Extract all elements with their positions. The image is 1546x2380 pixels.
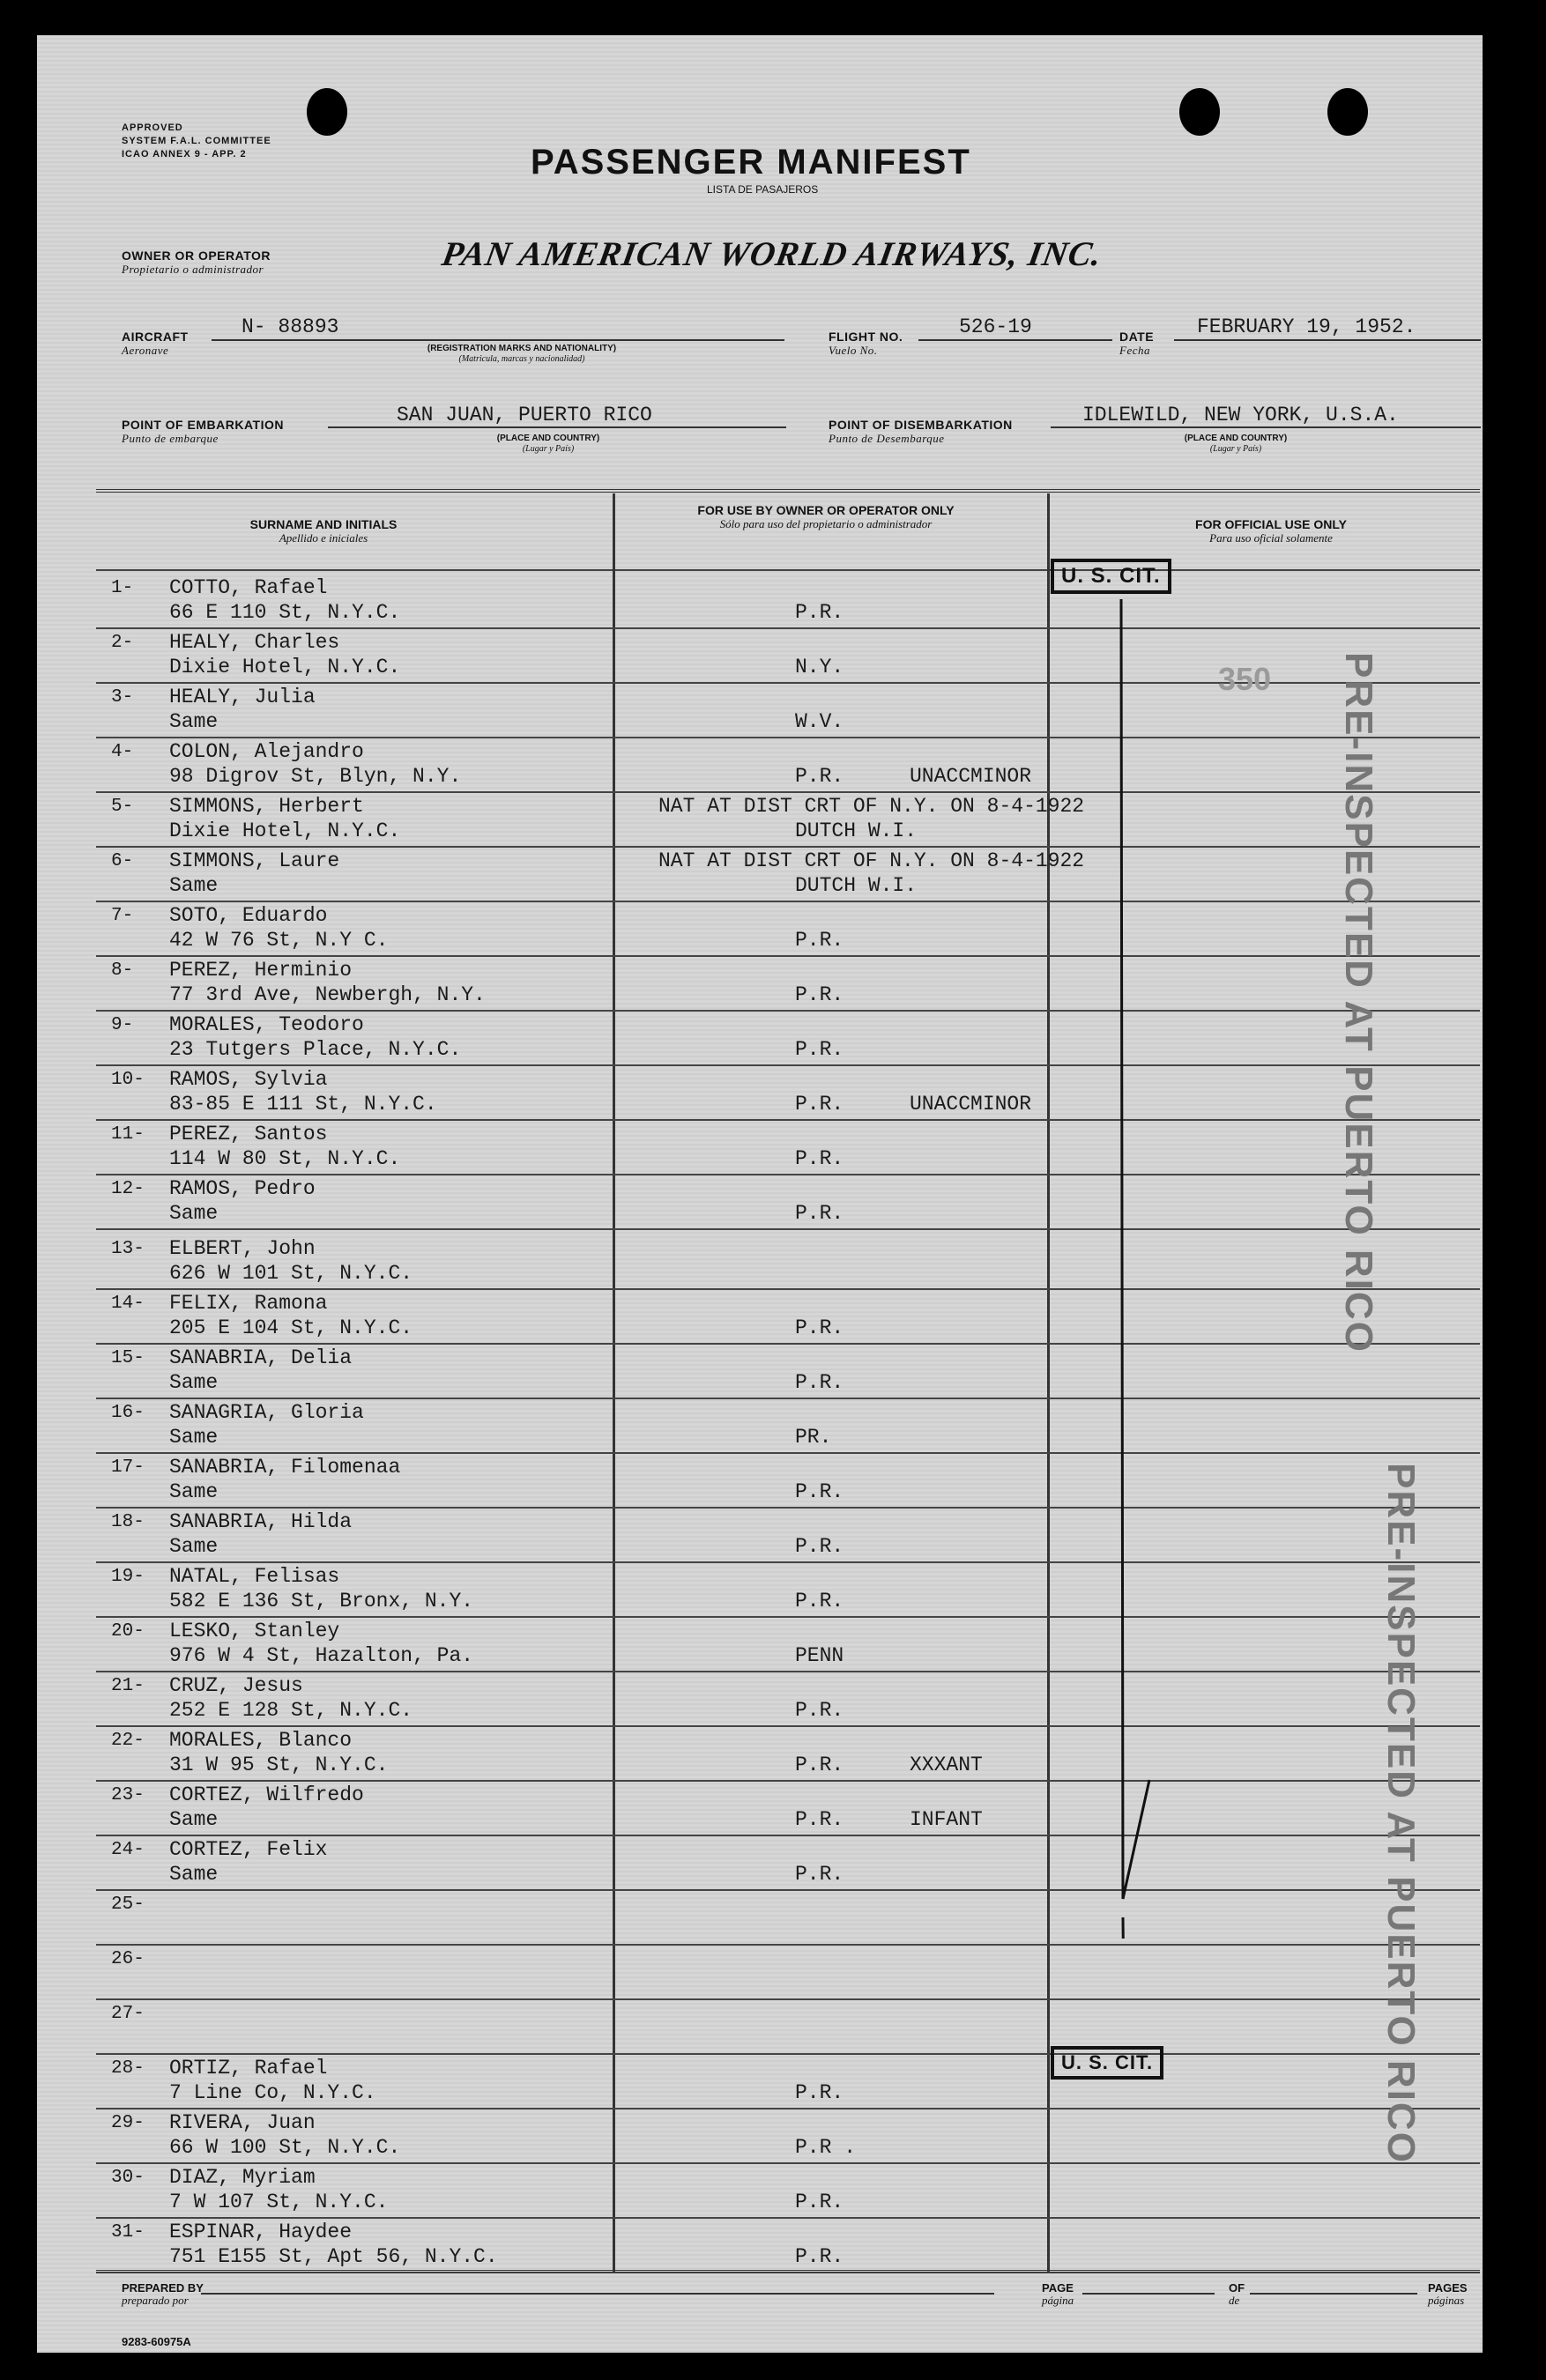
row-divider	[96, 1343, 1480, 1345]
disembark-underline	[1051, 426, 1481, 428]
row-divider	[96, 791, 1480, 793]
check-marks	[1086, 599, 1192, 1939]
owner-state: P.R.	[795, 1863, 844, 1886]
pages-label-es: páginas	[1428, 2294, 1465, 2307]
row-number: 4-	[111, 742, 134, 762]
row-divider	[96, 955, 1480, 957]
embark-underline	[328, 426, 786, 428]
disembark-value: IDLEWILD, NEW YORK, U.S.A.	[1082, 404, 1399, 426]
passenger-name: SIMMONS, Herbert	[169, 795, 364, 818]
passenger-name: ESPINAR, Haydee	[169, 2221, 353, 2243]
punch-hole	[1327, 88, 1368, 136]
row-number: 17-	[111, 1457, 145, 1478]
us-citizen-stamp: U. S. CIT.	[1051, 2046, 1163, 2080]
us-citizen-stamp: U. S. CIT.	[1051, 559, 1171, 594]
column-header-name-en: SURNAME AND INITIALS	[249, 517, 398, 531]
row-number: 31-	[111, 2222, 145, 2243]
of-label-es: de	[1229, 2294, 1240, 2307]
column-header-official	[1130, 518, 1412, 545]
owner-state: P.R.	[795, 601, 844, 624]
row-number: 13-	[111, 1239, 145, 1259]
of-label-en: OF	[1229, 2281, 1245, 2295]
row-number: 6-	[111, 851, 134, 871]
flight-label-en: FLIGHT NO.	[829, 330, 903, 344]
passenger-address: 77 3rd Ave, Newbergh, N.Y.	[169, 983, 486, 1006]
passenger-name: SIMMONS, Laure	[169, 849, 340, 872]
row-number: 19-	[111, 1567, 145, 1587]
row-number: 1-	[111, 578, 134, 598]
row-divider	[96, 2108, 1480, 2109]
row-number: 16-	[111, 1403, 145, 1423]
aircraft-underline	[212, 339, 784, 341]
aircraft-label-es: Aeronave	[122, 344, 169, 357]
place-note-en: (PLACE AND COUNTRY)	[496, 434, 600, 443]
passenger-address: Same	[169, 1808, 219, 1831]
aircraft-label-en: AIRCRAFT	[122, 330, 189, 344]
preinspected-stamp: PRE-INSPECTED AT PUERTO RICO	[1379, 1463, 1423, 2164]
pages-label-en: PAGES	[1428, 2281, 1468, 2295]
row-number: 12-	[111, 1179, 145, 1199]
owner-state: P.R.	[795, 765, 844, 788]
row-divider	[96, 1671, 1480, 1672]
page-title: PASSENGER MANIFEST	[531, 143, 971, 182]
flight-label-es: Vuelo No.	[829, 344, 878, 357]
place-note-en: (PLACE AND COUNTRY)	[1184, 434, 1288, 443]
passenger-address: 114 W 80 St, N.Y.C.	[169, 1147, 401, 1170]
passenger-address: Dixie Hotel, N.Y.C.	[169, 819, 401, 842]
passenger-address: Same	[169, 1863, 219, 1886]
owner-state: PR.	[795, 1426, 832, 1449]
passenger-address: Same	[169, 1202, 219, 1225]
row-divider	[96, 1010, 1480, 1012]
aircraft-note-es: (Matricula, marcas y nacionalidad)	[458, 354, 585, 364]
passenger-address: 205 E 104 St, N.Y.C.	[169, 1316, 413, 1339]
owner-state: P.R .	[795, 2136, 857, 2159]
passenger-name: CORTEZ, Wilfredo	[169, 1783, 364, 1806]
passenger-name: COTTO, Rafael	[169, 576, 328, 599]
owner-note: NAT AT DIST CRT OF N.Y. ON 8-4-1922	[658, 795, 1085, 818]
column-header-official-es: Para uso oficial solamente	[1209, 531, 1333, 545]
column-divider	[613, 493, 615, 2272]
owner-state: P.R.	[795, 2191, 844, 2213]
passenger-name: RAMOS, Sylvia	[169, 1068, 328, 1091]
passenger-name: SANABRIA, Delia	[169, 1346, 353, 1369]
page-label-es: página	[1042, 2294, 1074, 2307]
owner-state: P.R.	[795, 1316, 844, 1339]
owner-remark: XXXANT	[910, 1753, 983, 1776]
embark-label-es: Punto de embarque	[122, 432, 219, 445]
prepared-label-es: preparado por	[122, 2294, 189, 2307]
owner-remark: INFANT	[910, 1808, 983, 1831]
passenger-address: Dixie Hotel, N.Y.C.	[169, 656, 401, 678]
date-underline	[1174, 339, 1481, 341]
owner-note: NAT AT DIST CRT OF N.Y. ON 8-4-1922	[658, 849, 1085, 872]
passenger-name: HEALY, Charles	[169, 631, 340, 654]
disembark-label-en: POINT OF DISEMBARKATION	[829, 418, 1013, 432]
row-number: 21-	[111, 1676, 145, 1696]
owner-remark: UNACCMINOR	[910, 765, 1032, 788]
owner-state: P.R.	[795, 1535, 844, 1558]
date-label-es: Fecha	[1119, 344, 1150, 357]
pages-label	[1428, 2282, 1468, 2307]
row-number: 29-	[111, 2113, 145, 2133]
row-number: 5-	[111, 797, 134, 817]
disembark-label	[829, 419, 1013, 445]
row-number: 2-	[111, 633, 134, 653]
row-number: 28-	[111, 2058, 145, 2079]
aircraft-note	[346, 344, 698, 365]
embark-label	[122, 419, 284, 445]
owner-state: P.R.	[795, 2081, 844, 2104]
form-number: 9283-60975A	[122, 2335, 191, 2348]
passenger-name: SOTO, Eduardo	[169, 904, 328, 927]
place-note-es: (Lugar y País)	[522, 444, 575, 454]
column-header-owner-es: Sólo para uso del propietario o administrador	[719, 517, 933, 530]
owner-label-es: Propietario o administrador	[122, 263, 264, 276]
row-divider	[96, 1561, 1480, 1563]
passenger-address: 626 W 101 St, N.Y.C.	[169, 1262, 413, 1285]
place-note-es: (Lugar y País)	[1209, 444, 1262, 454]
embark-place-note	[460, 434, 636, 455]
row-number: 10-	[111, 1070, 145, 1090]
row-number: 24-	[111, 1840, 145, 1860]
manifest-page	[37, 35, 1483, 2353]
passenger-name: MORALES, Blanco	[169, 1729, 353, 1752]
row-number: 26-	[111, 1949, 145, 1969]
row-divider	[96, 1616, 1480, 1618]
passenger-name: ORTIZ, Rafael	[169, 2057, 328, 2080]
check-mark	[1123, 1917, 1169, 1939]
owner-state: P.R.	[795, 1480, 844, 1503]
row-number: 11-	[111, 1124, 145, 1145]
embark-value: SAN JUAN, PUERTO RICO	[397, 404, 652, 426]
row-number: 22-	[111, 1731, 145, 1751]
column-header-name-es: Apellido e iniciales	[279, 531, 368, 545]
prepared-label-en: PREPARED BY	[122, 2281, 204, 2295]
owner-label-en: OWNER OR OPERATOR	[122, 248, 271, 263]
approval-block	[122, 122, 271, 161]
disembark-label-es: Punto de Desembarque	[829, 432, 945, 445]
column-header-owner	[689, 504, 963, 530]
prepared-by-label	[122, 2282, 204, 2307]
disembark-place-note	[1148, 434, 1324, 455]
of-label	[1229, 2282, 1245, 2307]
column-header-name	[169, 518, 478, 545]
owner-state: P.R.	[795, 929, 844, 952]
aircraft-label	[122, 330, 189, 357]
passenger-name: LESKO, Stanley	[169, 1620, 340, 1642]
row-divider	[96, 2053, 1480, 2055]
passenger-name: COLON, Alejandro	[169, 740, 364, 763]
passenger-address: 31 W 95 St, N.Y.C.	[169, 1753, 389, 1776]
owner-state: P.R.	[795, 1753, 844, 1776]
passenger-address: 23 Tutgers Place, N.Y.C.	[169, 1038, 462, 1061]
row-divider	[96, 1288, 1480, 1290]
row-divider	[96, 1064, 1480, 1066]
owner-state: W.V.	[795, 710, 844, 733]
row-divider	[96, 737, 1480, 738]
aircraft-value: N- 88893	[242, 315, 339, 338]
prepared-underline	[201, 2293, 994, 2295]
row-divider	[96, 846, 1480, 848]
row-number: 9-	[111, 1015, 134, 1035]
of-underline	[1250, 2293, 1417, 2295]
passenger-name: PEREZ, Herminio	[169, 959, 353, 982]
table-top-rule	[96, 489, 1480, 493]
passenger-address: Same	[169, 1371, 219, 1394]
passenger-address: 751 E155 St, Apt 56, N.Y.C.	[169, 2245, 498, 2268]
flight-label	[829, 330, 903, 357]
row-divider	[96, 1725, 1480, 1727]
passenger-address: 976 W 4 St, Hazalton, Pa.	[169, 1644, 474, 1667]
passenger-name: DIAZ, Myriam	[169, 2166, 316, 2189]
row-divider	[96, 1889, 1480, 1891]
owner-state: P.R.	[795, 2245, 844, 2268]
row-divider	[96, 682, 1480, 684]
passenger-address: Same	[169, 710, 219, 733]
row-number: 18-	[111, 1512, 145, 1532]
passenger-address: 66 E 110 St, N.Y.C.	[169, 601, 401, 624]
passenger-address: Same	[169, 1480, 219, 1503]
row-number: 14-	[111, 1294, 145, 1314]
owner-state: P.R.	[795, 1202, 844, 1225]
row-divider	[96, 1119, 1480, 1121]
passenger-name: CRUZ, Jesus	[169, 1674, 303, 1697]
table-bottom-rule	[96, 2270, 1480, 2273]
row-divider	[96, 627, 1480, 629]
column-header-owner-en: FOR USE BY OWNER OR OPERATOR ONLY	[697, 503, 955, 517]
row-number: 25-	[111, 1894, 145, 1915]
page-label	[1042, 2282, 1074, 2307]
count-stamp: 350	[1218, 661, 1272, 697]
owner-state: P.R.	[795, 1808, 844, 1831]
passenger-name: CORTEZ, Felix	[169, 1838, 328, 1861]
column-header-official-en: FOR OFFICIAL USE ONLY	[1195, 517, 1347, 531]
owner-note-2: DUTCH W.I.	[795, 819, 918, 842]
row-number: 30-	[111, 2168, 145, 2188]
row-divider	[96, 1944, 1480, 1946]
passenger-name: MORALES, Teodoro	[169, 1013, 364, 1036]
passenger-name: NATAL, Felisas	[169, 1565, 340, 1588]
aircraft-note-en: (REGISTRATION MARKS AND NATIONALITY)	[427, 344, 617, 353]
passenger-name: SANABRIA, Filomenaa	[169, 1456, 401, 1479]
row-divider	[96, 1780, 1480, 1782]
row-divider	[96, 1507, 1480, 1509]
passenger-address: 7 W 107 St, N.Y.C.	[169, 2191, 389, 2213]
passenger-name: ELBERT, John	[169, 1237, 316, 1260]
page-underline	[1082, 2293, 1215, 2295]
passenger-name: HEALY, Julia	[169, 686, 316, 708]
passenger-name: PEREZ, Santos	[169, 1123, 328, 1146]
passenger-address: 252 E 128 St, N.Y.C.	[169, 1699, 413, 1722]
owner-state: PENN	[795, 1644, 844, 1667]
airline-name: PAN AMERICAN WORLD AIRWAYS, INC.	[439, 235, 1105, 273]
row-number: 7-	[111, 906, 134, 926]
row-divider	[96, 1228, 1480, 1230]
passenger-name: RIVERA, Juan	[169, 2111, 316, 2134]
owner-state: P.R.	[795, 1147, 844, 1170]
owner-note-2: DUTCH W.I.	[795, 874, 918, 897]
punch-hole	[307, 88, 347, 136]
punch-hole	[1179, 88, 1220, 136]
row-number: 3-	[111, 687, 134, 708]
flight-value: 526-19	[959, 315, 1032, 338]
column-divider	[1047, 493, 1050, 2272]
passenger-address: 66 W 100 St, N.Y.C.	[169, 2136, 401, 2159]
passenger-address: Same	[169, 874, 219, 897]
owner-state: N.Y.	[795, 656, 844, 678]
row-divider	[96, 901, 1480, 902]
date-value: FEBRUARY 19, 1952.	[1197, 315, 1416, 338]
embark-label-en: POINT OF EMBARKATION	[122, 418, 284, 432]
passenger-name: SANABRIA, Hilda	[169, 1510, 353, 1533]
owner-state: P.R.	[795, 1590, 844, 1613]
approval-line: APPROVED	[122, 122, 183, 133]
passenger-address: 7 Line Co, N.Y.C.	[169, 2081, 376, 2104]
row-number: 15-	[111, 1348, 145, 1368]
row-divider	[96, 1174, 1480, 1175]
owner-state: P.R.	[795, 1371, 844, 1394]
row-divider	[96, 1398, 1480, 1399]
row-number: 20-	[111, 1621, 145, 1642]
row-divider	[96, 1998, 1480, 2000]
approval-line: SYSTEM F.A.L. COMMITTEE	[122, 136, 271, 146]
row-divider	[96, 2162, 1480, 2164]
owner-state: P.R.	[795, 1699, 844, 1722]
owner-label	[122, 249, 271, 276]
owner-remark: UNACCMINOR	[910, 1093, 1032, 1116]
owner-state: P.R.	[795, 1038, 844, 1061]
flight-underline	[918, 339, 1112, 341]
row-divider	[96, 1835, 1480, 1836]
preinspected-stamp: PRE-INSPECTED AT PUERTO RICO	[1337, 652, 1380, 1353]
row-number: 8-	[111, 960, 134, 981]
passenger-address: 42 W 76 St, N.Y C.	[169, 929, 389, 952]
passenger-address: 582 E 136 St, Bronx, N.Y.	[169, 1590, 474, 1613]
page-subtitle: LISTA DE PASAJEROS	[707, 183, 819, 196]
passenger-name: SANAGRIA, Gloria	[169, 1401, 364, 1424]
check-mark	[1121, 599, 1149, 1899]
passenger-name: FELIX, Ramona	[169, 1292, 328, 1315]
passenger-name: RAMOS, Pedro	[169, 1177, 316, 1200]
row-divider	[96, 2217, 1480, 2219]
passenger-address: 83-85 E 111 St, N.Y.C.	[169, 1093, 437, 1116]
owner-state: P.R.	[795, 1093, 844, 1116]
row-number: 23-	[111, 1785, 145, 1805]
date-label	[1119, 330, 1154, 357]
row-divider	[96, 1452, 1480, 1454]
owner-state: P.R.	[795, 983, 844, 1006]
approval-line: ICAO ANNEX 9 - APP. 2	[122, 149, 247, 159]
page-label-en: PAGE	[1042, 2281, 1074, 2295]
passenger-address: Same	[169, 1535, 219, 1558]
row-number: 27-	[111, 2004, 145, 2024]
passenger-address: 98 Digrov St, Blyn, N.Y.	[169, 765, 462, 788]
date-label-en: DATE	[1119, 330, 1155, 344]
header-bottom-rule	[96, 569, 1480, 571]
passenger-address: Same	[169, 1426, 219, 1449]
